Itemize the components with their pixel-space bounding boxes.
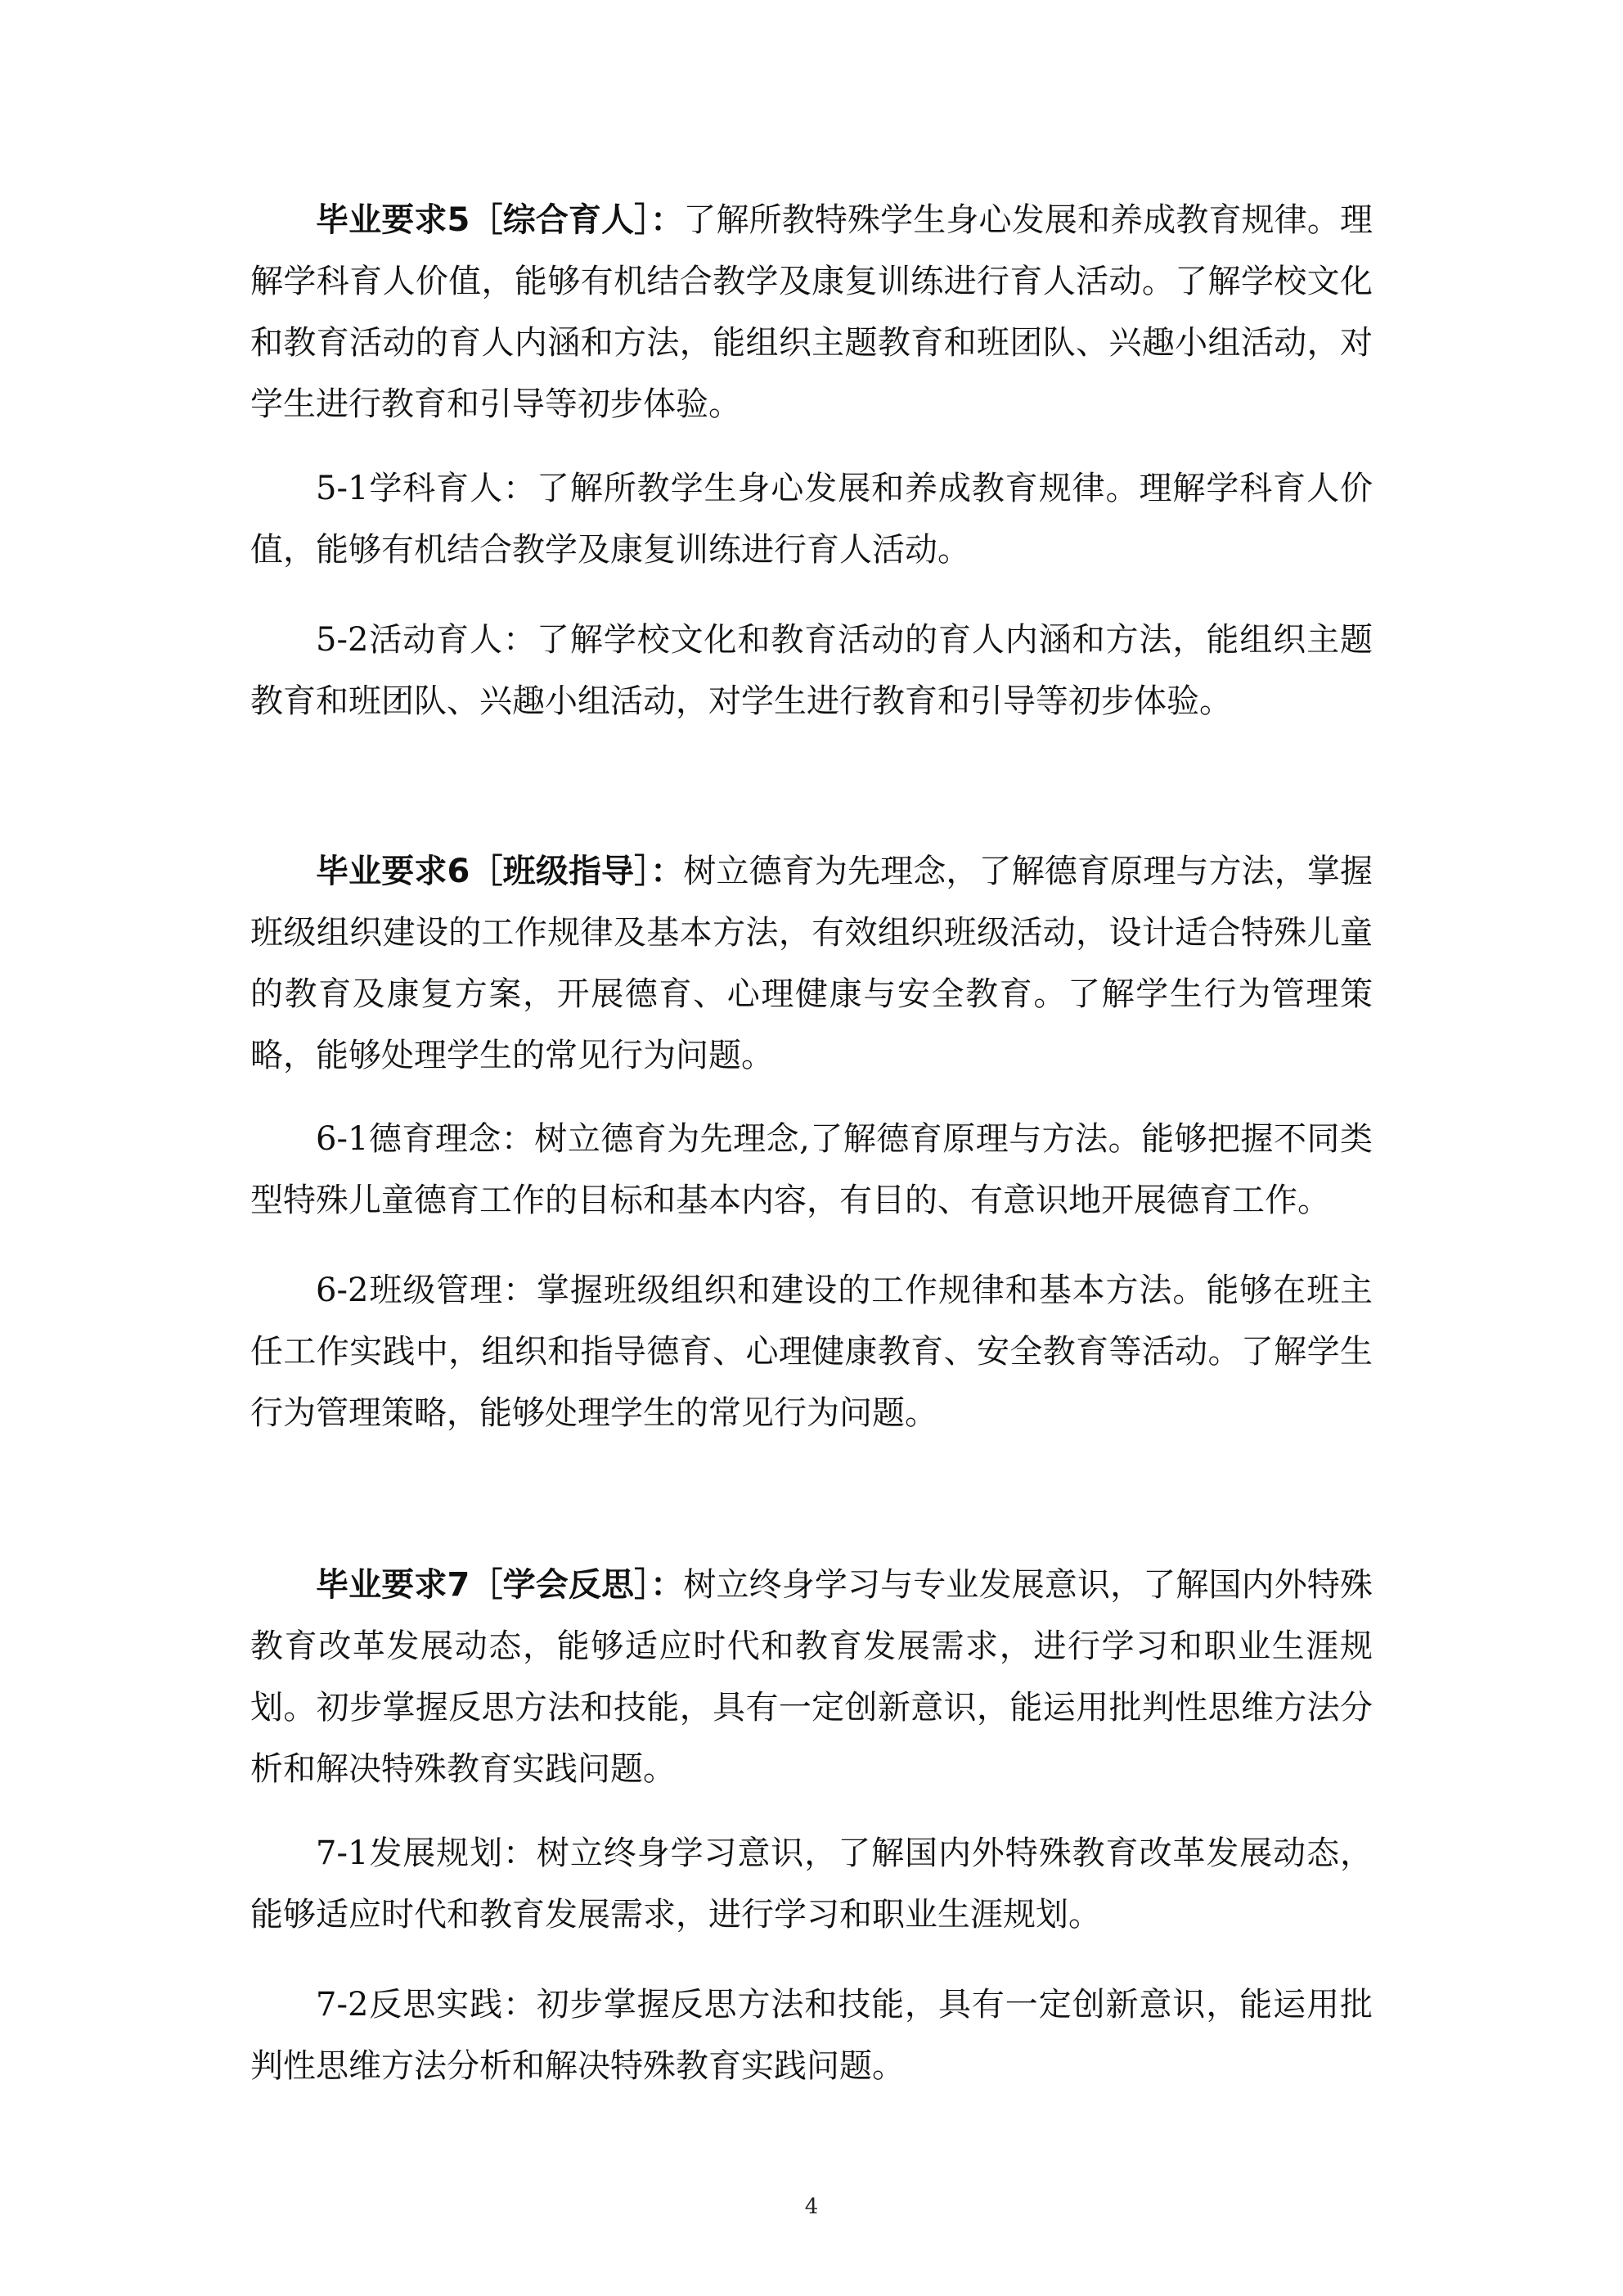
requirement-5-section [250, 190, 1373, 435]
requirement-6-1-text: 6-1德育理念：树立德育为先理念,了解德育原理与方法。能够把握不同类型特殊儿童德育工作的目标和基本内容，有目的、有意识地开展德育工作。 [250, 1120, 1373, 1219]
requirement-6-heading: 毕业要求6［班级指导］： [316, 853, 684, 890]
requirement-6-2-section [250, 1260, 1373, 1444]
requirement-6-2-text: 6-2班级管理：掌握班级组织和建设的工作规律和基本方法。能够在班主任工作实践中，组织和指导德育、心理健康教育、安全教育等活动。了解学生行为管理策略，能够处理学生的常见行为问题。 [250, 1272, 1373, 1432]
requirement-6-paragraph [250, 841, 1373, 1087]
requirement-7-paragraph [250, 1555, 1373, 1800]
requirement-7-2-section [250, 1974, 1373, 2097]
requirement-7-heading: 毕业要求7［学会反思］： [316, 1566, 684, 1604]
requirement-5-2-text: 5-2活动育人：了解学校文化和教育活动的育人内涵和方法，能组织主题教育和班团队、兴趣小组活动，对学生进行教育和引导等初步体验。 [250, 621, 1373, 720]
requirement-5-2-section [250, 610, 1373, 732]
requirement-7-section [250, 1555, 1373, 1800]
requirement-5-1-section [250, 458, 1373, 581]
requirement-6-text: 树立德育为先理念，了解德育原理与方法，掌握班级组织建设的工作规律及基本方法，有效组织班级活动，设计适合特殊儿童的教育及康复方案，开展德育、心理健康与安全教育。了解学生行为管理策略，能够处理学生的常见行为问题。 [250, 853, 1373, 1074]
requirement-7-1-section [250, 1823, 1373, 1946]
requirement-6-section [250, 841, 1373, 1087]
requirement-6-1-section [250, 1109, 1373, 1231]
requirement-5-1-text: 5-1学科育人：了解所教学生身心发展和养成教育规律。理解学科育人价值，能够有机结合教学及康复训练进行育人活动。 [250, 470, 1373, 569]
requirement-5-paragraph [250, 190, 1373, 435]
requirement-7-1-text: 7-1发展规划：树立终身学习意识，了解国内外特殊教育改革发展动态，能够适应时代和教育发展需求，进行学习和职业生涯规划。 [250, 1835, 1373, 1934]
page-number: 4 [804, 2195, 819, 2219]
requirement-7-2-text: 7-2反思实践：初步掌握反思方法和技能，具有一定创新意识，能运用批判性思维方法分析和解决特殊教育实践问题。 [250, 1986, 1373, 2085]
requirement-5-heading: 毕业要求5［综合育人］： [316, 201, 684, 239]
requirement-7-text: 树立终身学习与专业发展意识，了解国内外特殊教育改革发展动态，能够适应时代和教育发展需求，进行学习和职业生涯规划。初步掌握反思方法和技能，具有一定创新意识，能运用批判性思维方法分析和解决特殊教育实践问题。 [250, 1566, 1373, 1788]
requirement-5-text: 了解所教特殊学生身心发展和养成教育规律。理解学科育人价值，能够有机结合教学及康复训练进行育人活动。了解学校文化和教育活动的育人内涵和方法，能组织主题教育和班团队、兴趣小组活动，对学生进行教育和引导等初步体验。 [250, 201, 1373, 423]
